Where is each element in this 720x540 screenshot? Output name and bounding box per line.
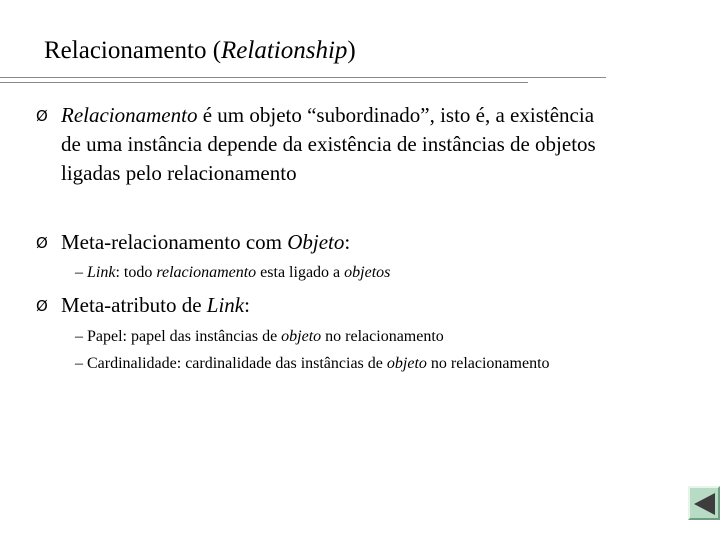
title-divider-lower bbox=[0, 82, 528, 83]
bullet-1-line-2: de uma instância depende da existência de instâncias de objetos bbox=[61, 132, 596, 156]
bullet-3-sub-1: – Papel: papel das instâncias de objeto no relacionamento bbox=[75, 328, 444, 345]
bullet-3-sub-2: – Cardinalidade: cardinalidade das instâncias de objeto no relacionamento bbox=[75, 355, 550, 372]
slide-title: Relacionamento (Relationship) bbox=[44, 37, 356, 64]
bullet-arrow-icon: Ø bbox=[36, 234, 48, 252]
bullet-2-text: Meta-relacionamento com Objeto: bbox=[61, 230, 351, 254]
bullet-2-sub-1: – Link: todo relacionamento esta ligado a objetos bbox=[75, 264, 391, 281]
bullet-3-text: Meta-atributo de Link: bbox=[61, 293, 250, 317]
previous-slide-button[interactable] bbox=[688, 486, 720, 520]
bullet-1-line-3: ligadas pelo relacionamento bbox=[61, 161, 297, 185]
title-divider-upper bbox=[0, 77, 606, 78]
bullet-1-line-1: Relacionamento é um objeto “subordinado”, isto é, a existência bbox=[61, 103, 595, 127]
bullet-arrow-icon: Ø bbox=[36, 297, 48, 315]
bullet-arrow-icon: Ø bbox=[36, 107, 48, 125]
previous-slide-icon bbox=[693, 492, 717, 516]
